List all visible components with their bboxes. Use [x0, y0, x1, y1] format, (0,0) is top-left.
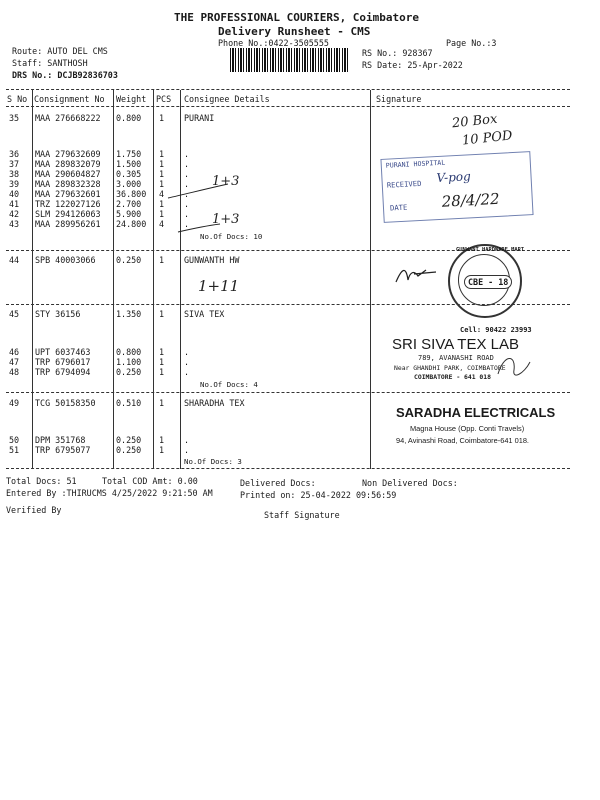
col-line-1	[32, 90, 33, 469]
page-number: Page No.:3	[446, 38, 497, 48]
handwritten-note-2: 1+3	[212, 212, 240, 227]
rule-top	[6, 89, 570, 90]
signature-sivatex	[494, 352, 534, 382]
delivered-docs: Delivered Docs:	[240, 478, 316, 488]
row-consignment: TCG 50158350	[35, 398, 96, 408]
col-signature: Signature	[376, 94, 422, 104]
col-pcs: PCS	[156, 94, 172, 104]
row-mark: .	[184, 219, 190, 229]
staff-name: Staff: SANTHOSH	[12, 58, 88, 68]
row-sno: 39	[9, 179, 20, 189]
rule-header	[6, 106, 570, 107]
handwritten-pod: 10 POD	[461, 128, 514, 149]
printed-on: Printed on: 25-04-2022 09:56:59	[240, 490, 397, 500]
barcode	[230, 48, 348, 72]
consignee-name: SIVA TEX	[184, 309, 225, 319]
row-mark: .	[184, 189, 190, 199]
row-consignment: MAA 279632609	[35, 149, 101, 159]
row-consignment: SLM 294126063	[35, 209, 101, 219]
row-sno: 51	[9, 445, 20, 455]
col-line-5	[370, 90, 371, 469]
row-consignment: STY 36156	[35, 309, 81, 319]
row-mark: .	[184, 209, 190, 219]
stamp-address-1: Magna House (Opp. Conti Travels)	[410, 424, 525, 433]
row-pcs: 1	[159, 347, 165, 357]
row-weight: 24.800	[116, 219, 147, 229]
row-consignment: MAA 289832328	[35, 179, 101, 189]
saradha-electricals-stamp	[392, 405, 572, 453]
row-weight: 3.000	[116, 179, 142, 189]
row-pcs: 4	[159, 189, 165, 199]
row-sno: 38	[9, 169, 20, 179]
seal-ring-text: GUNWANT HARDWARE MART	[456, 247, 525, 253]
row-consignment: TRP 6796017	[35, 357, 91, 367]
row-weight: 0.250	[116, 445, 142, 455]
row-mark: .	[184, 435, 190, 445]
stamp-date-value: 28/4/22	[441, 189, 500, 211]
row-weight: 0.510	[116, 398, 142, 408]
row-weight: 0.250	[116, 255, 142, 265]
row-sno: 43	[9, 219, 20, 229]
row-weight: 0.800	[116, 113, 142, 123]
drs-number: DRS No.: DCJB92836703	[12, 70, 118, 80]
phone-number: Phone No.:0422-3505555	[218, 38, 329, 48]
total-docs: Total Docs: 51	[6, 476, 77, 486]
stamp-address-2: 94, Avinashi Road, Coimbatore-641 018.	[396, 436, 529, 445]
row-weight: 0.800	[116, 347, 142, 357]
row-pcs: 1	[159, 255, 165, 265]
row-sno: 46	[9, 347, 20, 357]
row-sno: 48	[9, 367, 20, 377]
row-pcs: 1	[159, 309, 165, 319]
row-weight: 1.750	[116, 149, 142, 159]
row-weight: 5.900	[116, 209, 142, 219]
row-pcs: 1	[159, 445, 165, 455]
row-sno: 50	[9, 435, 20, 445]
row-pcs: 1	[159, 169, 165, 179]
stamp-company: SARADHA ELECTRICALS	[396, 405, 556, 420]
row-mark: .	[184, 179, 190, 189]
row-mark: .	[184, 149, 190, 159]
row-sno: 49	[9, 398, 20, 408]
row-weight: 0.305	[116, 169, 142, 179]
row-pcs: 4	[159, 219, 165, 229]
row-weight: 1.500	[116, 159, 142, 169]
row-pcs: 1	[159, 435, 165, 445]
handwritten-note-3: 1+11	[198, 277, 240, 295]
stamp-address-1: 789, AVANASHI ROAD	[418, 354, 494, 362]
stamp-date-label: DATE	[389, 202, 408, 213]
row-consignment: MAA 276668222	[35, 113, 101, 123]
rule-bottom	[6, 468, 570, 469]
total-cod-amount: Total COD Amt: 0.00	[102, 476, 198, 486]
seal-city: CBE - 18	[464, 275, 512, 289]
row-consignment: MAA 289956261	[35, 219, 101, 229]
row-consignment: TRP 6794094	[35, 367, 91, 377]
row-mark: .	[184, 445, 190, 455]
row-pcs: 1	[159, 179, 165, 189]
col-line-3	[153, 90, 154, 469]
row-sno: 40	[9, 189, 20, 199]
row-mark: .	[184, 357, 190, 367]
row-mark: .	[184, 169, 190, 179]
row-pcs: 1	[159, 159, 165, 169]
col-consignee: Consignee Details	[184, 94, 270, 104]
row-consignment: TRP 6795077	[35, 445, 91, 455]
entered-by: Entered By :THIRUCMS 4/25/2022 9:21:50 AM	[6, 488, 213, 498]
row-weight: 1.350	[116, 309, 142, 319]
col-line-4	[180, 90, 181, 469]
row-consignment: MAA 289832079	[35, 159, 101, 169]
col-consignment: Consignment No	[34, 94, 105, 104]
sri-siva-tex-stamp	[374, 326, 560, 388]
col-weight: Weight	[116, 94, 147, 104]
stamp-company: SRI SIVA TEX LAB	[392, 336, 520, 353]
stamp-address-2: Near GHANDHI PARK, COIMBATORE	[394, 364, 506, 372]
rs-number: RS No.: 928367	[362, 48, 433, 58]
row-sno: 44	[9, 255, 20, 265]
stamp-cell: Cell: 90422 23993	[460, 326, 532, 334]
row-sno: 37	[9, 159, 20, 169]
row-sno: 47	[9, 357, 20, 367]
row-mark: .	[184, 367, 190, 377]
row-pcs: 1	[159, 113, 165, 123]
staff-signature: Staff Signature	[264, 510, 340, 520]
handwritten-note-1: 1+3	[212, 174, 240, 189]
row-pcs: 1	[159, 149, 165, 159]
col-line-2	[113, 90, 114, 469]
row-consignment: SPB 40003066	[35, 255, 96, 265]
purani-received-stamp	[380, 151, 533, 223]
stamp-address-3: COIMBATORE - 641 018	[414, 373, 491, 381]
row-weight: 2.700	[116, 199, 142, 209]
non-delivered-docs: Non Delivered Docs:	[362, 478, 458, 488]
row-sno: 41	[9, 199, 20, 209]
stamp-received-by: V-pog	[436, 169, 472, 186]
row-consignment: UPT 6037463	[35, 347, 91, 357]
verified-by: Verified By	[6, 505, 62, 515]
stamp-received-label: RECEIVED	[386, 178, 422, 190]
consignee-name: GUNWANTH HW	[184, 255, 240, 265]
route: Route: AUTO DEL CMS	[12, 46, 108, 56]
row-consignment: MAA 290604827	[35, 169, 101, 179]
rule-group-3	[6, 392, 570, 393]
row-weight: 1.100	[116, 357, 142, 367]
document-title: Delivery Runsheet - CMS	[218, 25, 371, 38]
handwritten-boxes: 20 Box	[451, 111, 499, 132]
row-weight: 36.800	[116, 189, 147, 199]
docs-count: No.Of Docs: 4	[200, 380, 258, 389]
row-consignment: TRZ 122027126	[35, 199, 101, 209]
row-weight: 0.250	[116, 435, 142, 445]
row-sno: 35	[9, 113, 20, 123]
consignee-name: SHARADHA TEX	[184, 398, 245, 408]
row-sno: 45	[9, 309, 20, 319]
row-pcs: 1	[159, 398, 165, 408]
row-pcs: 1	[159, 367, 165, 377]
col-sno: S No	[7, 94, 28, 104]
rule-group-2	[6, 304, 570, 305]
row-pcs: 1	[159, 199, 165, 209]
docs-count: No.Of Docs: 3	[184, 457, 242, 466]
row-sno: 42	[9, 209, 20, 219]
row-mark: .	[184, 199, 190, 209]
row-mark: .	[184, 347, 190, 357]
gunwant-hardware-seal	[448, 244, 525, 318]
stamp-title: PURANI HOSPITAL	[385, 158, 446, 170]
row-consignment: DPM 351768	[35, 435, 86, 445]
row-pcs: 1	[159, 209, 165, 219]
row-consignment: MAA 279632601	[35, 189, 101, 199]
consignee-name: PURANI	[184, 113, 215, 123]
docs-count: No.Of Docs: 10	[200, 232, 263, 241]
company-name: THE PROFESSIONAL COURIERS, Coimbatore	[174, 11, 420, 24]
rs-date: RS Date: 25-Apr-2022	[362, 60, 463, 70]
row-pcs: 1	[159, 357, 165, 367]
row-mark: .	[184, 159, 190, 169]
row-weight: 0.250	[116, 367, 142, 377]
row-sno: 36	[9, 149, 20, 159]
signature-gunwanth	[392, 262, 442, 288]
